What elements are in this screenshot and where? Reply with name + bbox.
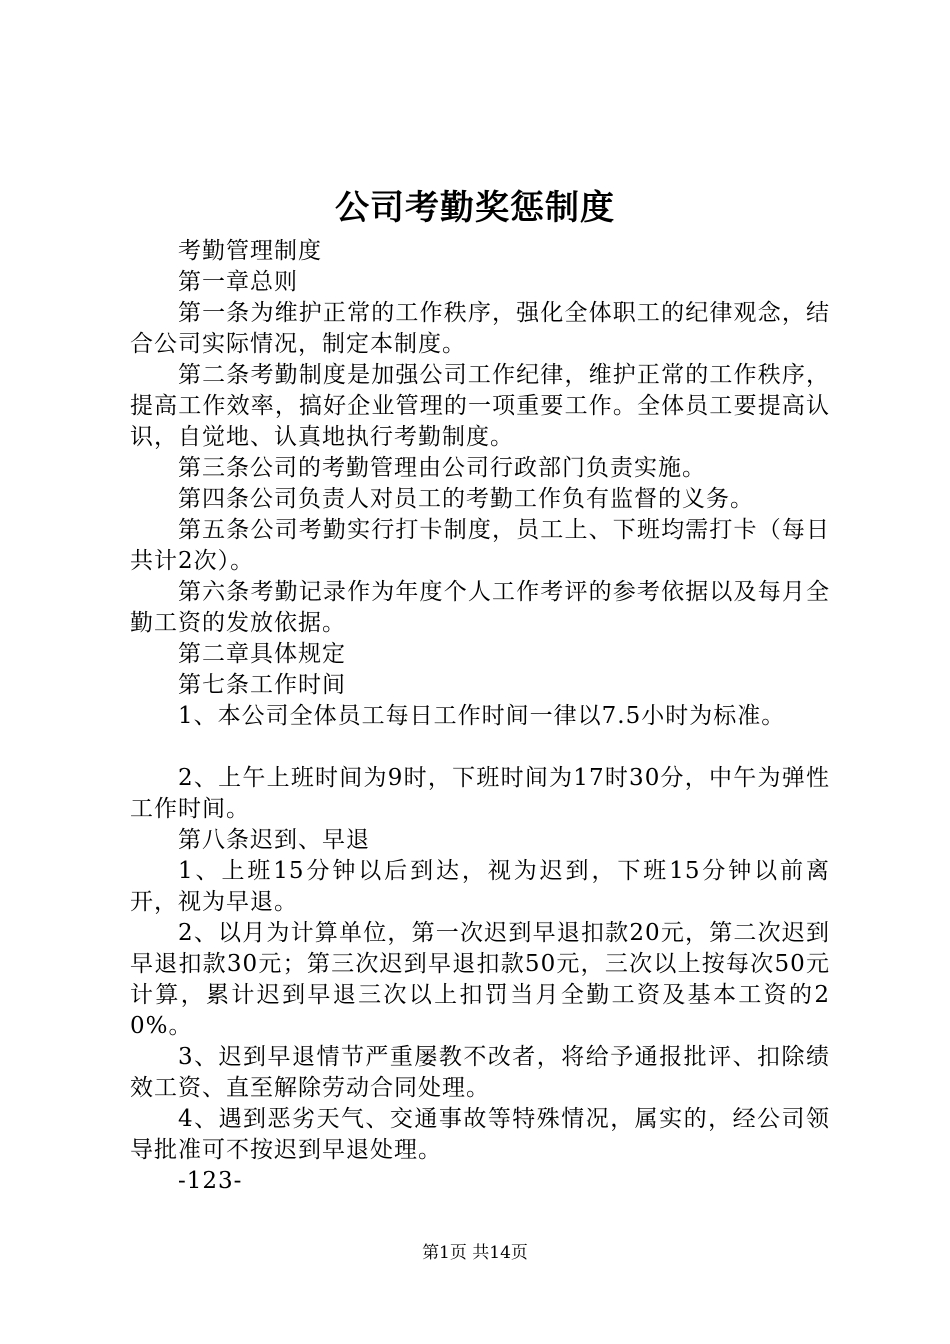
paragraph-heading: 考勤管理制度	[178, 238, 322, 264]
paragraph-item-8-3: 3、迟到早退情节严重屡教不改者，将给予通报批评、扣除绩效工资、直至解除劳动合同处理。	[130, 1044, 830, 1101]
paragraph-article-2: 第二条考勤制度是加强公司工作纪律，维护正常的工作秩序，提高工作效率，搞好企业管理的一项重要工作。全体员工要提高认识，自觉地、认真地执行考勤制度。	[130, 362, 830, 450]
paragraph-chapter-2: 第二章具体规定	[178, 641, 346, 667]
paragraph-article-5: 第五条公司考勤实行打卡制度，员工上、下班均需打卡（每日共计2次）。	[130, 517, 830, 574]
blank-line	[130, 732, 830, 763]
paragraph-article-6: 第六条考勤记录作为年度个人工作考评的参考依据以及每月全勤工资的发放依据。	[130, 579, 830, 636]
paragraph-article-4: 第四条公司负责人对员工的考勤工作负有监督的义务。	[178, 486, 754, 512]
paragraph-item-8-4: 4、遇到恶劣天气、交通事故等特殊情况，属实的，经公司领导批准可不按迟到早退处理。	[130, 1106, 830, 1163]
page-footer: 第1页 共14页	[422, 1243, 528, 1263]
document-body	[130, 236, 830, 1197]
paragraph-article-3: 第三条公司的考勤管理由公司行政部门负责实施。	[178, 455, 706, 481]
paragraph-article-1: 第一条为维护正常的工作秩序，强化全体职工的纪律观念，结合公司实际情况，制定本制度。	[130, 300, 830, 357]
inline-page-number: -123-	[178, 1168, 243, 1194]
paragraph-item-8-1: 1、上班15分钟以后到达，视为迟到，下班15分钟以前离开，视为早退。	[130, 858, 830, 915]
paragraph-article-7: 第七条工作时间	[178, 672, 346, 698]
paragraph-item-8-2: 2、以月为计算单位，第一次迟到早退扣款20元，第二次迟到早退扣款30元；第三次迟到早退扣款50元，三次以上按每次50元计算，累计迟到早退三次以上扣罚当月全勤工资及基本工资的20%。	[130, 920, 830, 1039]
paragraph-chapter-1: 第一章总则	[178, 269, 298, 295]
paragraph-article-8: 第八条迟到、早退	[178, 827, 370, 853]
paragraph-item-7-1: 1、本公司全体员工每日工作时间一律以7.5小时为标准。	[178, 703, 786, 729]
document-title: 公司考勤奖惩制度	[335, 188, 615, 228]
paragraph-item-7-2: 2、上午上班时间为9时，下班时间为17时30分，中午为弹性工作时间。	[130, 765, 830, 822]
